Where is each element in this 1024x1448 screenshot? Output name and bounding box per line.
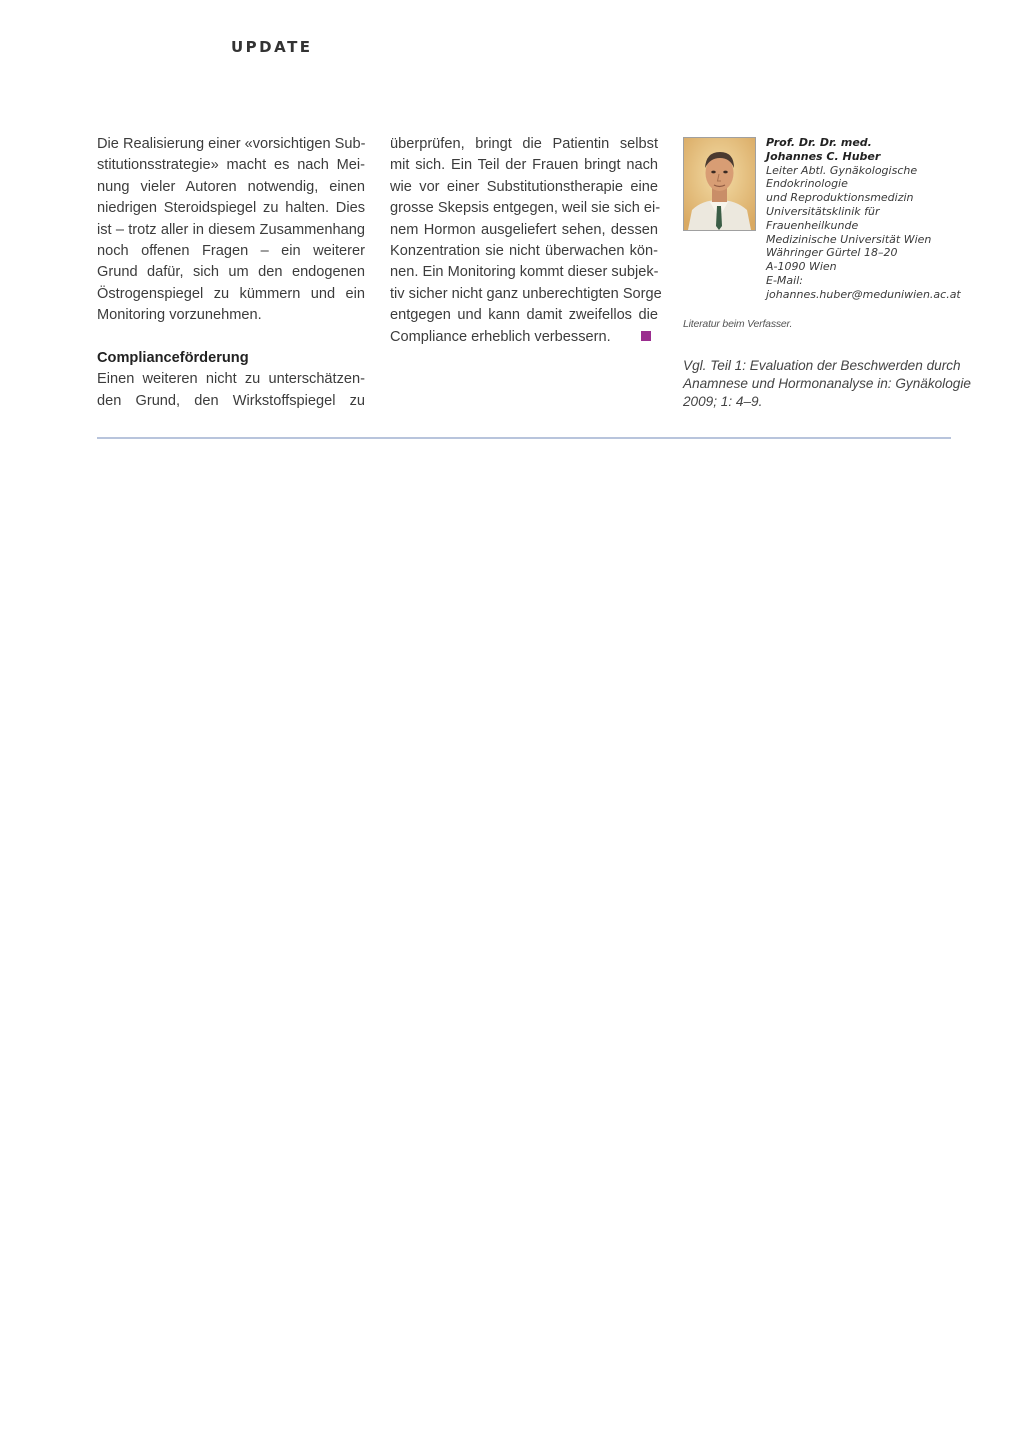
body-text-line: stitutionsstrategie» macht es nach Mei- (97, 157, 365, 174)
author-line: Leiter Abtl. Gynäkologische (766, 163, 918, 177)
body-text-line: wie vor einer Substitutionstherapie eine (390, 178, 658, 195)
author-line: E-Mail: (766, 273, 803, 287)
text-column-2 (390, 134, 662, 348)
literature-note: Literatur beim Verfasser. (683, 318, 793, 330)
body-text-line: überprüfen, bringt die Patientin selbst (390, 136, 658, 152)
body-text-line: niedrigen Steroidspiegel zu halten. Dies (97, 200, 365, 217)
section-label: UPDATE (231, 38, 313, 56)
author-line: Endokrinologie (766, 177, 848, 191)
body-text-line: Monitoring vorzunehmen. (97, 307, 262, 324)
author-line: und Reproduktionsmedizin (766, 191, 914, 205)
section-divider (97, 437, 951, 439)
body-text-line: entgegen und kann damit zweifellos die (390, 307, 658, 324)
body-text-line: Grund dafür, sich um den endogenen (97, 264, 365, 281)
final-text: Compliance erheblich verbessern. (390, 328, 611, 345)
article-end-square-icon (641, 331, 651, 341)
author-title: Prof. Dr. Dr. med. (766, 136, 872, 149)
reference-note (683, 357, 971, 412)
author-line: A-1090 Wien (766, 260, 837, 274)
body-text-line: tiv sicher nicht ganz unberechtigten Sorge (390, 285, 662, 302)
body-text-line: grosse Skepsis entgegen, weil sie sich ei- (390, 200, 661, 217)
author-line: Medizinische Universität Wien (766, 232, 932, 246)
body-text-line: Einen weiteren nicht zu unterschätzen- (97, 371, 365, 388)
reference-line: Anamnese und Hormonanalyse in: Gynäkologie (683, 376, 971, 392)
body-text-line: nung vieler Autoren notwendig, einen (97, 178, 365, 195)
author-line: Währinger Gürtel 18–20 (766, 246, 898, 260)
body-text-line: Konzentration sie nicht überwachen kön- (390, 243, 658, 260)
author-portrait-photo (683, 137, 756, 231)
body-text-line: mit sich. Ein Teil der Frauen bringt nach (390, 157, 658, 174)
body-text-line: Die Realisierung einer «vorsichtigen Sub- (97, 136, 366, 152)
text-column-1 (97, 134, 365, 412)
reference-line: Vgl. Teil 1: Evaluation der Beschwerden durch (683, 358, 961, 373)
body-text-line: Östrogenspiegel zu kümmern und ein (97, 285, 365, 302)
section-subheading: Complianceförderung (97, 350, 249, 367)
author-line: Frauenheilkunde (766, 218, 859, 232)
author-name: Johannes C. Huber (766, 149, 881, 163)
author-contact (766, 136, 961, 302)
body-text-line: den Grund, den Wirkstoffspiegel zu (97, 392, 365, 409)
body-text-line-final (390, 327, 658, 348)
body-text-line: ist – trotz aller in diesem Zusammenhang (97, 221, 365, 238)
body-text-line: nem Hormon ausgeliefert sehen, dessen (390, 221, 658, 238)
reference-line: 2009; 1: 4–9. (683, 394, 763, 410)
author-line: Universitätsklinik für (766, 204, 880, 218)
body-text-line: noch offenen Fragen – ein weiterer (97, 243, 365, 260)
author-email[interactable]: johannes.huber@meduniwien.ac.at (766, 287, 961, 301)
body-text-line: nen. Ein Monitoring kommt dieser subjek- (390, 264, 659, 281)
